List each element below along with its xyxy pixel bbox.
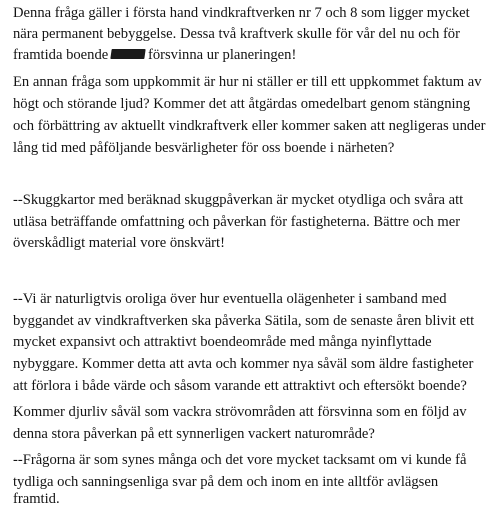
struck-word — [112, 45, 144, 67]
text-line: utläsa beträffande omfattning och påverkan för fastigheterna. Bättre och mer — [13, 214, 461, 230]
text-line: att förlora i både värde och såsom varande ett attraktivt och eftersökt boende? — [13, 378, 467, 394]
text-line: lång tid med påföljande besvärligheter för oss boende i närheten? — [13, 140, 395, 156]
text-line: överskådligt material vore önskvärt! — [13, 235, 225, 251]
strikeout-mark — [110, 49, 146, 59]
text-line: tydliga och sanningsenliga svar på dem och inom en inte alltför avlägsen — [13, 474, 439, 490]
text-line: Denna fråga gäller i första hand vindkraftverken nr 7 och 8 som ligger mycket — [13, 5, 470, 21]
text-line: högt och störande ljud? Kommer det att åtgärdas omedelbart genom stängning — [13, 96, 471, 112]
text-fragment: försvinna ur planeringen! — [147, 47, 297, 63]
text-line: framtid. — [13, 491, 60, 507]
text-line — [13, 45, 296, 67]
text-line: och förbättring av aktuellt vindkraftverk eller kommer saken att negligeras under — [13, 118, 486, 134]
text-line: nära permanent bebyggelse. Dessa två kraftverk skulle för vår del nu och för — [13, 26, 460, 42]
text-line: En annan fråga som uppkommit är hur ni ställer er till ett uppkommet faktum av — [13, 74, 482, 90]
text-line: nybyggare. Kommer detta att avta och kommer nya såväl som äldre fastigheter — [13, 356, 474, 372]
text-line: Kommer djurliv såväl som vackra strövområden att försvinna som en följd av — [13, 404, 467, 420]
text-fragment: framtida boende — [13, 47, 109, 63]
text-line: denna stora påverkan på ett synnerligen vackert naturområde? — [13, 426, 375, 442]
text-line: mycket expansivt och attraktivt boendeområde med många nyinflyttade — [13, 334, 432, 350]
text-line: --Vi är naturligtvis oroliga över hur eventuella olägenheter i samband med — [13, 291, 447, 307]
text-line: --Skuggkartor med beräknad skuggpåverkan är mycket otydliga och svåra att — [13, 192, 464, 208]
text-line: --Frågorna är som synes många och det vore mycket tacksamt om vi kunde få — [13, 452, 467, 468]
text-line: byggandet av vindkraftverken ska påverka Sätila, som de senaste åren blivit ett — [13, 313, 475, 329]
